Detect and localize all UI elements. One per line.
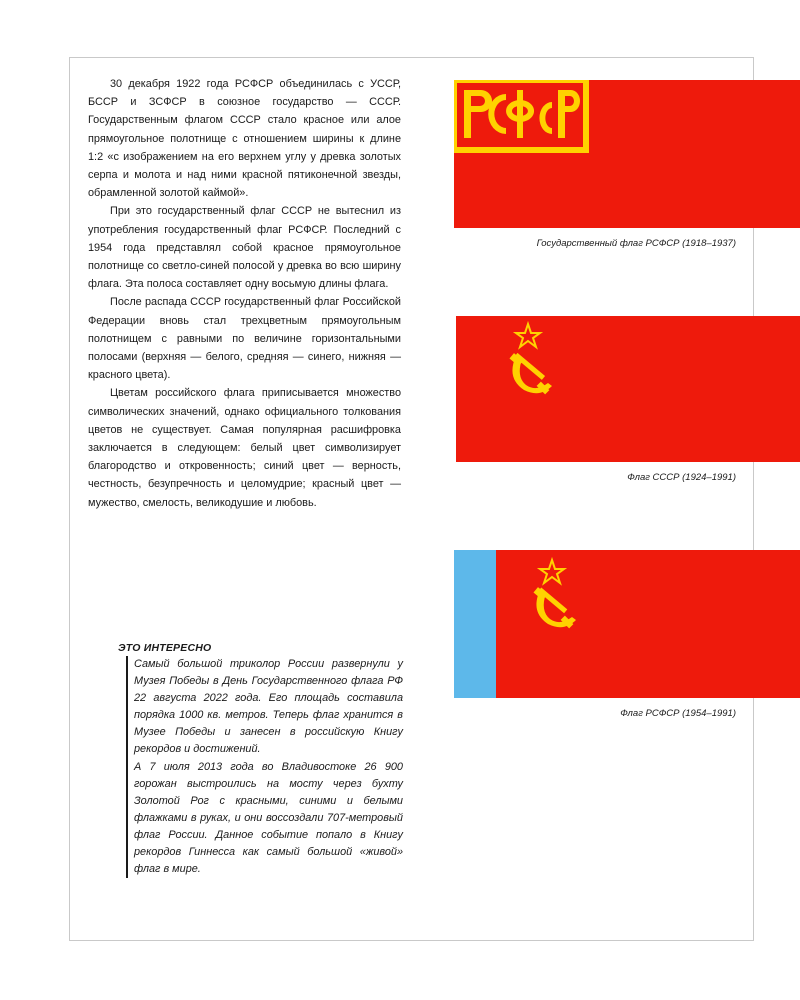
sidebar-title: ЭТО ИНТЕРЕСНО bbox=[118, 642, 212, 654]
star-icon bbox=[516, 324, 540, 347]
article-paragraph: Цветам российского флага приписывается множество символических значений, однако официального толкования цветов не существует. Самая популярная расшифровка заключается в следующем: белый цвет символизирует благородство и откровенность; синий цвет — верность, честность, безупречность и целомудрие; красный цвет — мужество, смелость, великодушие и любовь. bbox=[88, 387, 401, 509]
hammer-and-sickle-icon bbox=[533, 587, 576, 628]
interesting-facts-box bbox=[118, 642, 403, 878]
sidebar-paragraph: А 7 июля 2013 года во Владивостоке 26 900 горожан выстроились на мосту через бухту Золотой Рог с красными, синими и белыми флажками в руках, и они воссоздали 707-метровый флаг России. Данное событие попало в Книгу рекордов Гиннесса как самый большой «живой» флаг в мире. bbox=[134, 760, 403, 876]
sidebar-paragraph: Самый большой триколор России развернули у Музея Победы в День Государственного флага РФ 22 августа 2022 года. Его площадь составила порядка 1000 кв. метров. Теперь флаг хранится в Музее Победы и занесен в российскую Книгу рекордов и достижений. bbox=[134, 658, 403, 756]
article-paragraph: После распада СССР государственный флаг Российской Федерации вновь стал трехцветным прямоугольным полотнищем с равными по величине горизонтальными полосами (верхняя — белого, средняя — синего, нижняя — красного цвета). bbox=[88, 296, 401, 382]
flag-rsfsr-1918 bbox=[454, 80, 800, 228]
hammer-and-sickle-icon bbox=[509, 353, 552, 394]
article-paragraph: 30 декабря 1922 года РСФСР объединилась с УССР, БССР и ЗСФСР в союзное государство — СССР. Государственным флагом СССР стало красное или алое прямоугольное полотнище с отношением ширины к длине 1:2 «с изображением на его верхнем углу у древка золотых серпа и молота и над ними красной пятиконечной звезды, обрамленной золотой каймой». bbox=[88, 78, 401, 200]
sidebar-body bbox=[126, 656, 403, 878]
flag-rsfsr-1954 bbox=[454, 550, 800, 698]
caption-rsfsr-1954: Флаг РСФСР (1954–1991) bbox=[620, 708, 736, 719]
light-blue-hoist-stripe bbox=[454, 550, 496, 698]
caption-ussr: Флаг СССР (1924–1991) bbox=[627, 472, 736, 483]
flag-ussr bbox=[456, 316, 800, 462]
star-icon bbox=[540, 560, 564, 583]
rsfsr-emblem bbox=[454, 80, 586, 150]
article-paragraph: При это государственный флаг СССР не вытеснил из употребления государственный флаг РСФСР. Последний с 1954 года представлял собой красное прямоугольное полотнище со светло-синей полосой у древка во всю ширину флага. Эта полоса составляет одну восьмую длины флага. bbox=[88, 205, 401, 291]
article-body bbox=[88, 75, 401, 512]
caption-rsfsr-1918: Государственный флаг РСФСР (1918–1937) bbox=[536, 238, 736, 249]
